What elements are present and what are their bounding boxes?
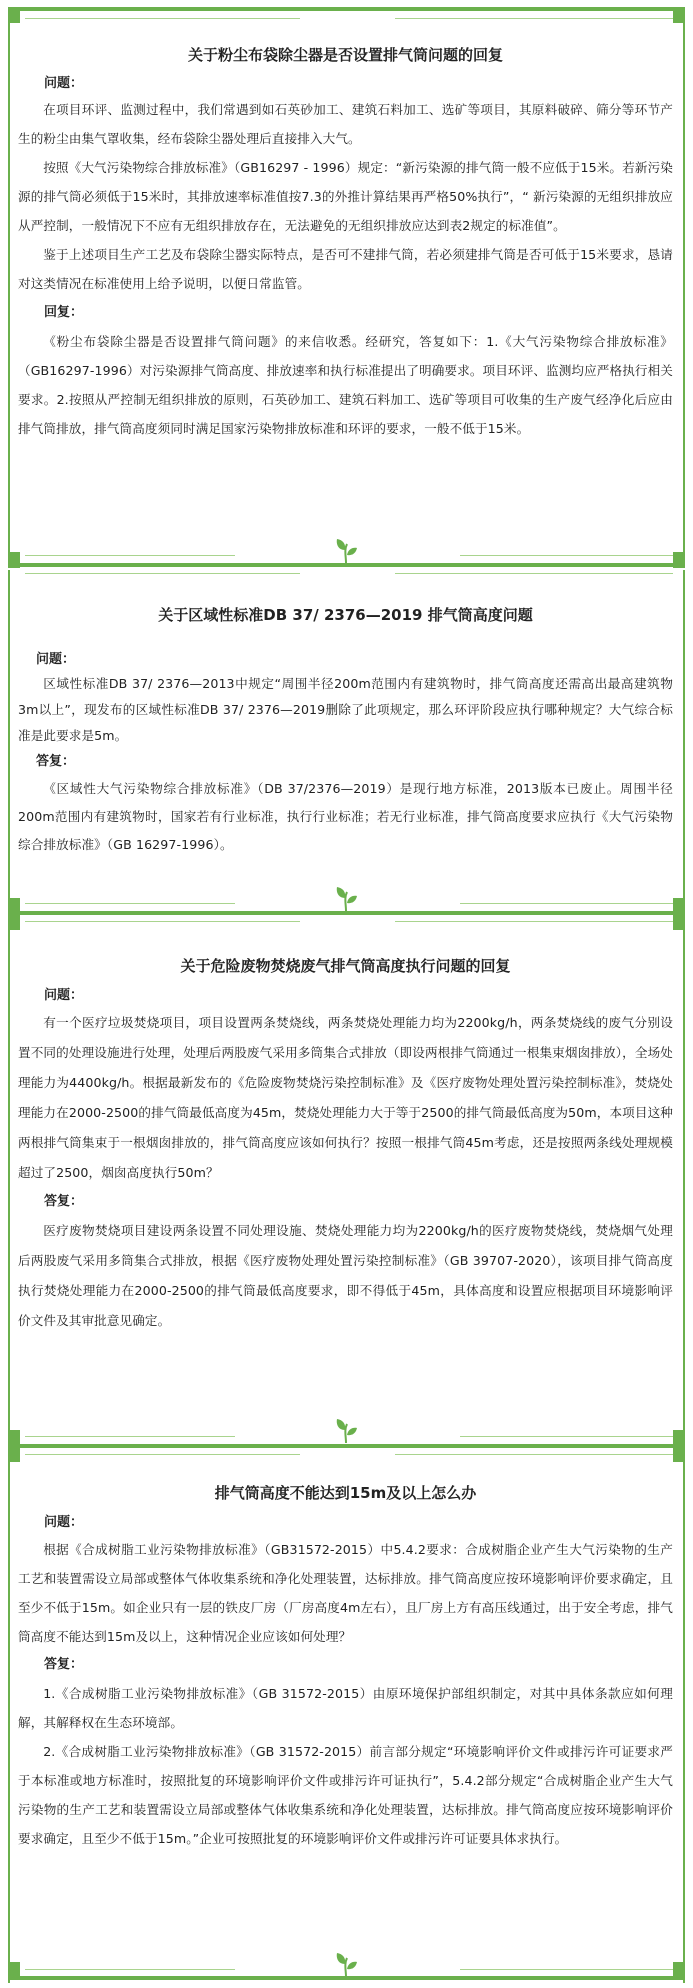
question-paragraph: 按照《大气污染物综合排放标准》（GB16297 - 1996）规定：“新污染源的排气筒一般不应低于15米。若新污染源的排气筒必须低于15米时，其排放速率标准值按7.3的外推计算结果再严格50%执行”，“ 新污染源的无组织排放应从严控制，一般情况下不应有无组织排放存在，无法避免的无组织排放应达到表2规定的标准值”。 [18,160,673,233]
question-paragraph: 区域性标准DB 37/ 2376—2013中规定“周围半径200m范围内有建筑物时，排气筒高度还需高出最高建筑物3m以上”，现发布的区域性标准DB 37/ 2376—2019删除了此项规定，那么环评阶段应执行哪种规定？大气综合标准是此要求是5m。 [18,676,673,743]
section-1 [18,44,673,443]
section-title: 关于粉尘布袋除尘器是否设置排气筒问题的回复 [187,46,503,64]
question-paragraph: 根据《合成树脂工业污染物排放标准》（GB31572-2015）中5.4.2要求：合成树脂企业产生大气污染物的生产工艺和装置需设立局部或整体气体收集系统和净化处理装置，达标排放。排气筒高度应按环境影响评价要求确定，且至少不低于15m。如企业只有一层的铁皮厂房（厂房高度4m左右），且厂房上方有高压线通过，出于安全考虑，排气筒高度不能达到15m及以上，这种情况企业应该如何处理？ [18,1542,673,1644]
corner-block [8,7,20,23]
answer-label: 答复： [36,754,76,769]
answer-paragraph: 2.《合成树脂工业污染物排放标准》（GB 31572-2015）前言部分规定“环境影响评价文件或排污许可证要求严于本标准或地方标准时，按照批复的环境影响评价文件或排污许可证执行”，5.4.2部分规定“合成树脂企业产生大气污染物的生产工艺和装置需设立局部或整体气体收集系统和净化处理装置，达标排放。排气筒高度应按环境影响评价要求确定，且至少不低于15m。”企业可按照批复的环境影响评价文件或排污许可证要具体求执行。 [18,1744,673,1846]
question-paragraph: 鉴于上述项目生产工艺及布袋除尘器实际特点，是否可不建排气筒，若必须建排气筒是否可低于15米要求，恳请对这类情况在标准使用上给予说明，以便日常监管。 [18,247,673,291]
sprout-icon [334,1416,358,1444]
answer-label: 回复： [44,305,84,320]
sprout-icon [334,884,358,912]
answer-paragraph: 1.《合成树脂工业污染物排放标准》（GB 31572-2015）由原环境保护部组织制定，对其中具体条款应如何理解，其解释权在生态环境部。 [18,1686,673,1730]
sprout-icon [334,536,358,564]
answer-label: 答复： [44,1657,84,1672]
question-label: 问题： [44,988,84,1003]
section-title: 排气筒高度不能达到15m及以上怎么办 [214,1484,477,1502]
question-paragraph: 有一个医疗垃圾焚烧项目，项目设置两条焚烧线，两条焚烧处理能力均为2200kg/h，两条焚烧线的废气分别设置不同的处理设施进行处理，处理后两股废气采用多筒集合式排放（即设两根排气筒通过一根集束烟囱排放），全场处理能力为4400kg/h。根据最新发布的《危险废物焚烧污染控制标准》及《医疗废物处理处置污染控制标准》，焚烧处理能力在2000-2500的排气筒最低高度为45m，焚烧处理能力大于等于2500的排气筒最低高度为50m，本项目这种两根排气筒集束于一根烟囱排放的，排气筒高度应该如何执行？按照一根排气筒45m考虑，还是按照两条线处理规模超过了2500，烟囱高度执行50m？ [18,1015,673,1180]
question-paragraph: 在项目环评、监测过程中，我们常遇到如石英砂加工、建筑石料加工、选矿等项目，其原料破碎、筛分等环节产生的粉尘由集气罩收集，经布袋除尘器处理后直接排入大气。 [18,102,673,146]
section-2 [18,604,673,859]
thin-line [395,18,673,19]
answer-paragraph: 《区域性大气污染物综合排放标准》（DB 37/2376—2019）是现行地方标准，2013版本已废止。周围半径200m范围内有建筑物时，国家若有行业标准，执行行业标准；若无行业标准，排气筒高度要求应执行《大气污染物综合排放标准》（GB 16297-1996）。 [18,781,673,852]
section-3 [18,955,673,1336]
thin-line [25,18,300,19]
question-label: 问题： [36,652,76,667]
answer-paragraph: 医疗废物焚烧项目建设两条设置不同处理设施、焚烧处理能力均为2200kg/h的医疗废物焚烧线，焚烧烟气处理后两股废气采用多筒集合式排放，根据《医疗废物处理处置污染控制标准》（GB 39707-2020），该项目排气筒高度执行焚烧处理能力在2000-2500的排气筒最低高度要求，即不得低于45m，具体高度和设置应根据项目环境影响评价文件及其审批意见确定。 [18,1223,673,1328]
question-label: 问题： [44,1515,84,1530]
answer-label: 答复： [44,1194,84,1209]
section-title: 关于区域性标准DB 37/ 2376—2019 排气筒高度问题 [158,606,533,624]
corner-block [673,7,685,23]
sprout-icon [334,1950,358,1978]
section-4 [18,1482,673,1853]
question-label: 问题： [44,76,84,91]
top-border [8,7,685,11]
answer-paragraph: 《粉尘布袋除尘器是否设置排气筒问题》的来信收悉。经研究，答复如下：1.《大气污染物综合排放标准》（GB16297-1996）对污染源排气筒高度、排放速率和执行标准提出了明确要求。项目环评、监测均应严格执行相关要求。2.按照从严控制无组织排放的原则，石英砂加工、建筑石料加工、选矿等项目可收集的生产废气经净化后应由排气筒排放，排气筒高度须同时满足国家污染物排放标准和环评的要求，一般不低于15米。 [18,334,673,436]
section-title: 关于危险废物焚烧废气排气筒高度执行问题的回复 [180,957,511,975]
